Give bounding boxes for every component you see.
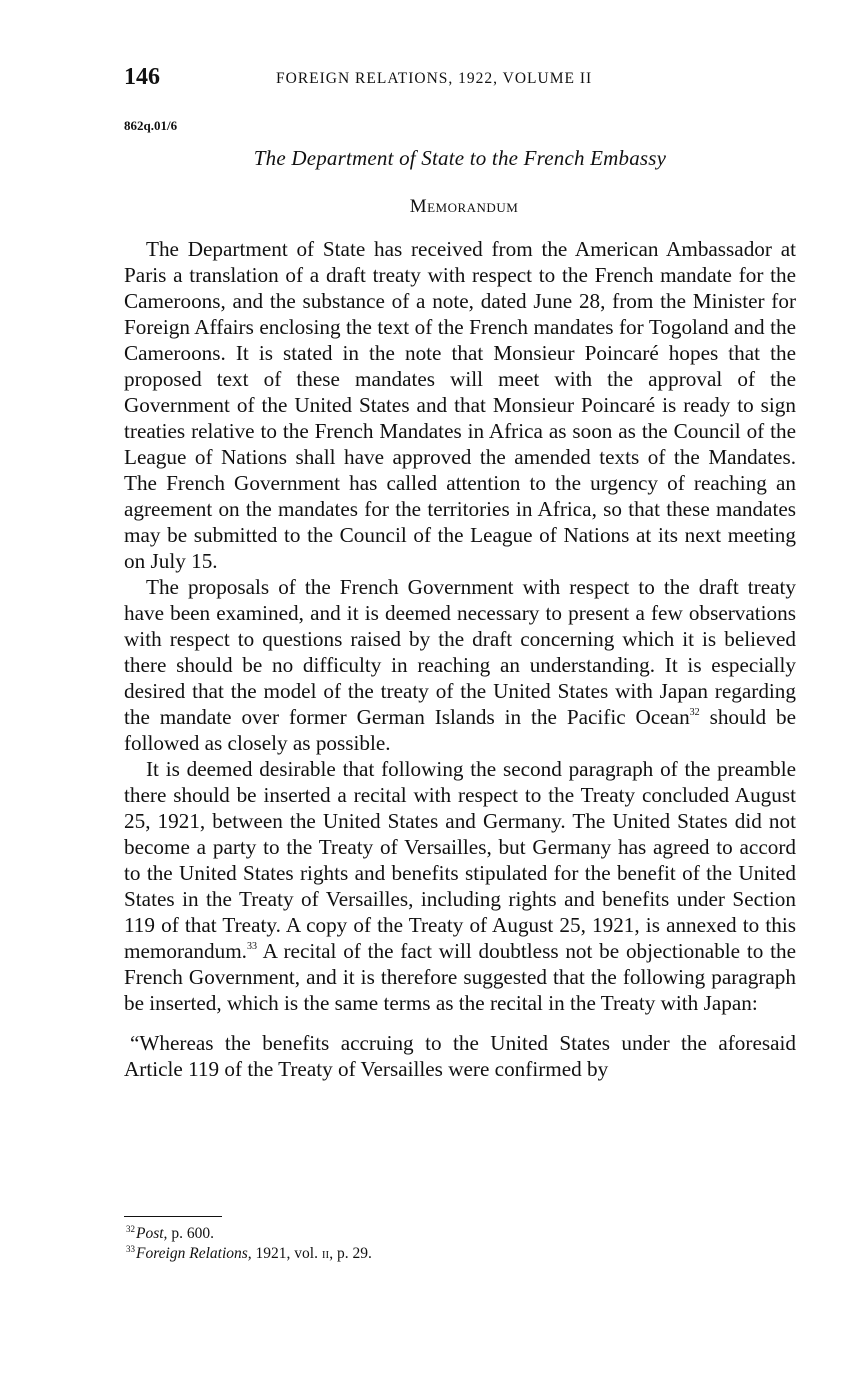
page-number: 146 [124, 64, 160, 90]
footnotes [124, 1224, 796, 1264]
paragraph-3 [124, 756, 796, 1016]
paragraph-3-text: It is deemed desirable that following the second paragraph of the preamble there should be inserted a recital with respect to the Treaty concluded August 25, 1921, between the United States and Germany. The United States did not become a party to the Treaty of Versailles, but Germany has agreed to accord to the United States rights and benefits stipulated for the benefit of the United States in the Treaty of Versailles, including rights and benefits under Section 119 of that Treaty. A copy of the Treaty of August 25, 1921, is annexed to this memorandum. [124, 757, 796, 963]
memo-title: Memorandum [409, 196, 519, 217]
footnote-title: Foreign Relations, [136, 1245, 252, 1262]
file-number: 862q.01/6 [124, 118, 178, 133]
paragraph-1: The Department of State has received from the American Ambassador at Paris a translation of a draft treaty with respect to the French mandate for the Cameroons, and the substance of a note, dated June 28, from the Minister for Foreign Affairs enclosing the text of the French mandates for Togoland and the Cameroons. It is stated in the note that Monsieur Poincaré hopes that the proposed text of these mandates will meet with the approval of the Government of the United States and that Monsieur Poincaré is ready to sign treaties relative to the French Mandates in Africa as soon as the Council of the League of Nations shall have approved the amended texts of the Mandates. The French Government has called attention to the urgency of reaching an agreement on the mandates for the territories in Africa, so that these mandates may be submitted to the Council of the League of Nations at its next meeting on July 15. [124, 237, 796, 573]
quoted-recital: “Whereas the benefits accruing to the United States under the aforesaid Article 119 of the Treaty of Versailles were confirmed by [124, 1031, 796, 1081]
footnote-volume: ii [321, 1245, 330, 1262]
running-header [124, 64, 796, 98]
footnote-33 [124, 1244, 796, 1264]
footnote-marker: 32 [126, 1224, 135, 1234]
footnote-ref-33: 33 [246, 941, 257, 952]
paragraph-2 [124, 574, 796, 756]
footnote-text: 1921, vol. [251, 1245, 322, 1262]
footnote-ref-32: 32 [689, 707, 700, 718]
paragraph-2-text: The proposals of the French Government with respect to the draft treaty have been examined, and it is deemed necessary to present a few observations with respect to questions raised by the draft concerning which it is believed there should be no difficulty in reaching an understanding. It is especially desired that the model of the treaty of the United States with Japan regarding the mandate over former German Islands in the Pacific Ocean [124, 575, 796, 729]
paragraph-3-text-cont: A recital of the fact will doubtless not be objectionable to the French Government, and it is therefore suggested that the following paragraph be inserted, which is the same terms as the recital in the Treaty with Japan: [124, 939, 796, 1015]
footnote-divider [124, 1216, 222, 1217]
document-heading: The Department of State to the French Embassy [253, 146, 667, 170]
memo-body [124, 236, 796, 1082]
footnote-title: Post, [136, 1225, 168, 1242]
paragraph-2-text-cont: should be followed as closely as possible. [124, 705, 796, 755]
footnote-marker: 33 [126, 1244, 135, 1254]
footnote-32 [124, 1224, 796, 1244]
footnote-text: p. 600. [167, 1225, 214, 1242]
footnote-text-cont: , p. 29. [329, 1245, 372, 1262]
running-title: FOREIGN RELATIONS, 1922, VOLUME II [276, 70, 593, 87]
